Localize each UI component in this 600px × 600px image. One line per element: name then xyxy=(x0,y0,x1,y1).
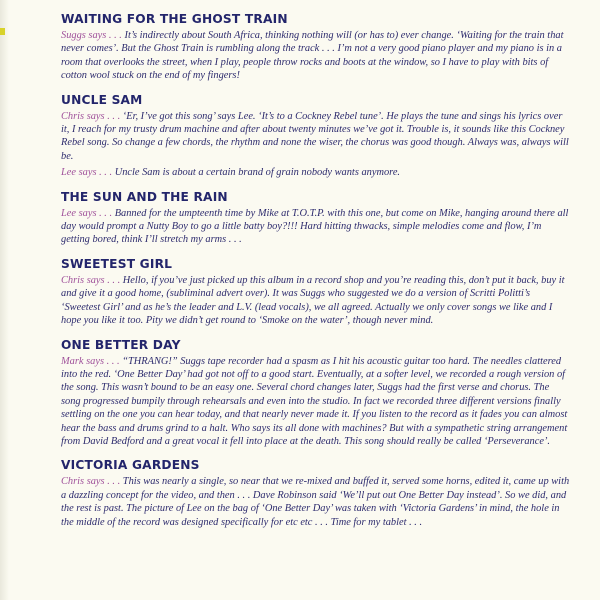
section-the-sun-and-the-rain xyxy=(61,190,571,247)
speaker-label: Chris says . . . xyxy=(61,274,121,286)
speaker-label: Lee says . . . xyxy=(61,167,113,179)
commentary-text: Hello, if you’ve just picked up this album in a record shop and you’re reading this, don’t put it back, buy it and give it a good home, (subliminal advert over). It was Suggs who suggested we do a version of Scritti Politti’s ‘Sweetest Girl’ and as he’s the leader and L.V. (lead vocals), we all agreed. Actually we only cover songs we like and I hope you like it too. Pity we didn’t get round to ‘Smoke on the water’, though never mind. xyxy=(61,274,565,327)
commentary-paragraph xyxy=(61,207,571,247)
section-title: ONE BETTER DAY xyxy=(61,337,181,352)
commentary-paragraph xyxy=(61,166,571,179)
speaker-label: Mark says . . . xyxy=(61,355,120,367)
section-one-better-day xyxy=(61,338,571,449)
speaker-label: Chris says . . . xyxy=(61,110,121,122)
speaker-label: Lee says . . . xyxy=(61,207,113,219)
commentary-text: This was nearly a single, so near that we re-mixed and buffed it, served some horns, edited it, came up with a dazzling concept for the video, and then . . . Dave Robinson said ‘We’ll put out One Better Day instead’. So we did, and the rest is past. The picture of Lee on the bag of ‘One Better Day’ was taken with ‘Victoria Gardens’ in mind, the hole in the middle of the record was designed specifically for etc etc . . . Time for my tablet . . . xyxy=(61,476,570,528)
page-edge-shadow xyxy=(0,0,9,600)
commentary-text: ‘Er, I’ve got this song’ says Lee. ‘It’s to a Cockney Rebel tune’. He plays the tune and sings his lyrics over it, I reach for my trusty drum machine and after about twenty minutes we’ve got it. Trouble is, it sounds like this Cockney Rebel song. So change a few chords, the rhythm and none the wiser, the chorus was good though. Always was, always will be. xyxy=(61,110,569,162)
section-uncle-sam xyxy=(61,93,571,180)
liner-notes-page xyxy=(61,12,571,539)
commentary-paragraph xyxy=(61,110,571,164)
commentary-paragraph xyxy=(61,355,571,449)
commentary-paragraph xyxy=(61,274,571,328)
section-title: THE SUN AND THE RAIN xyxy=(61,189,228,204)
speaker-label: Chris says . . . xyxy=(61,476,121,488)
section-title: VICTORIA GARDENS xyxy=(61,458,200,473)
section-waiting-for-the-ghost-train xyxy=(61,12,571,83)
commentary-text: “THRANG!” Suggs tape recorder had a spasm as I hit his acoustic guitar too hard. The needles clattered into the red. ‘One Better Day’ had got not off to a good start. Eventually, at a softer level, we recorded a rough version of the song. This wasn’t bound to be an easy one. Several chord changes later, Suggs had the first verse and chorus. The song progressed bumpily through rehearsals and even into the studio. In fact we recorded three different versions finally settling on the one you can hear today, and that nearly never made it. If you listen to the record as it fades you can almost hear the bass and drums grind to a halt. Who says its all done with machines? But with a sympathetic string arrangement from David Bedford and a great vocal it fell into place at the death. This song should really be called ‘Perseverance’. xyxy=(61,355,568,447)
edge-color-mark xyxy=(0,28,5,35)
commentary-text: It’s indirectly about South Africa, thinking nothing will (or has to) ever change. ‘Waiting for the train that never comes’. But the Ghost Train is rumbling along the track . . . I’m not a very good piano player and my piano is in a room that overlooks the street, when I play, people throw rocks and boots at the window, so I have to play with bits of cotton wool stuck on the end of my fingers! xyxy=(61,30,564,82)
commentary-text: Uncle Sam is about a certain brand of grain nobody wants anymore. xyxy=(112,167,401,179)
section-title: UNCLE SAM xyxy=(61,92,143,107)
commentary-text: Banned for the umpteenth time by Mike at T.O.T.P. with this one, but come on Mike, hanging around there all day would prompt a Nutty Boy to go a little batty boy?!!! Hard hitting thwacks, simple melodies come and flow, I’m getting bored, think I’ll stretch my arms . . . xyxy=(61,207,569,246)
section-victoria-gardens xyxy=(61,458,571,529)
section-title: SWEETEST GIRL xyxy=(61,256,173,271)
section-sweetest-girl xyxy=(61,257,571,328)
commentary-paragraph xyxy=(61,29,571,83)
section-title: WAITING FOR THE GHOST TRAIN xyxy=(61,12,288,26)
speaker-label: Suggs says . . . xyxy=(61,30,122,41)
commentary-paragraph xyxy=(61,475,571,529)
